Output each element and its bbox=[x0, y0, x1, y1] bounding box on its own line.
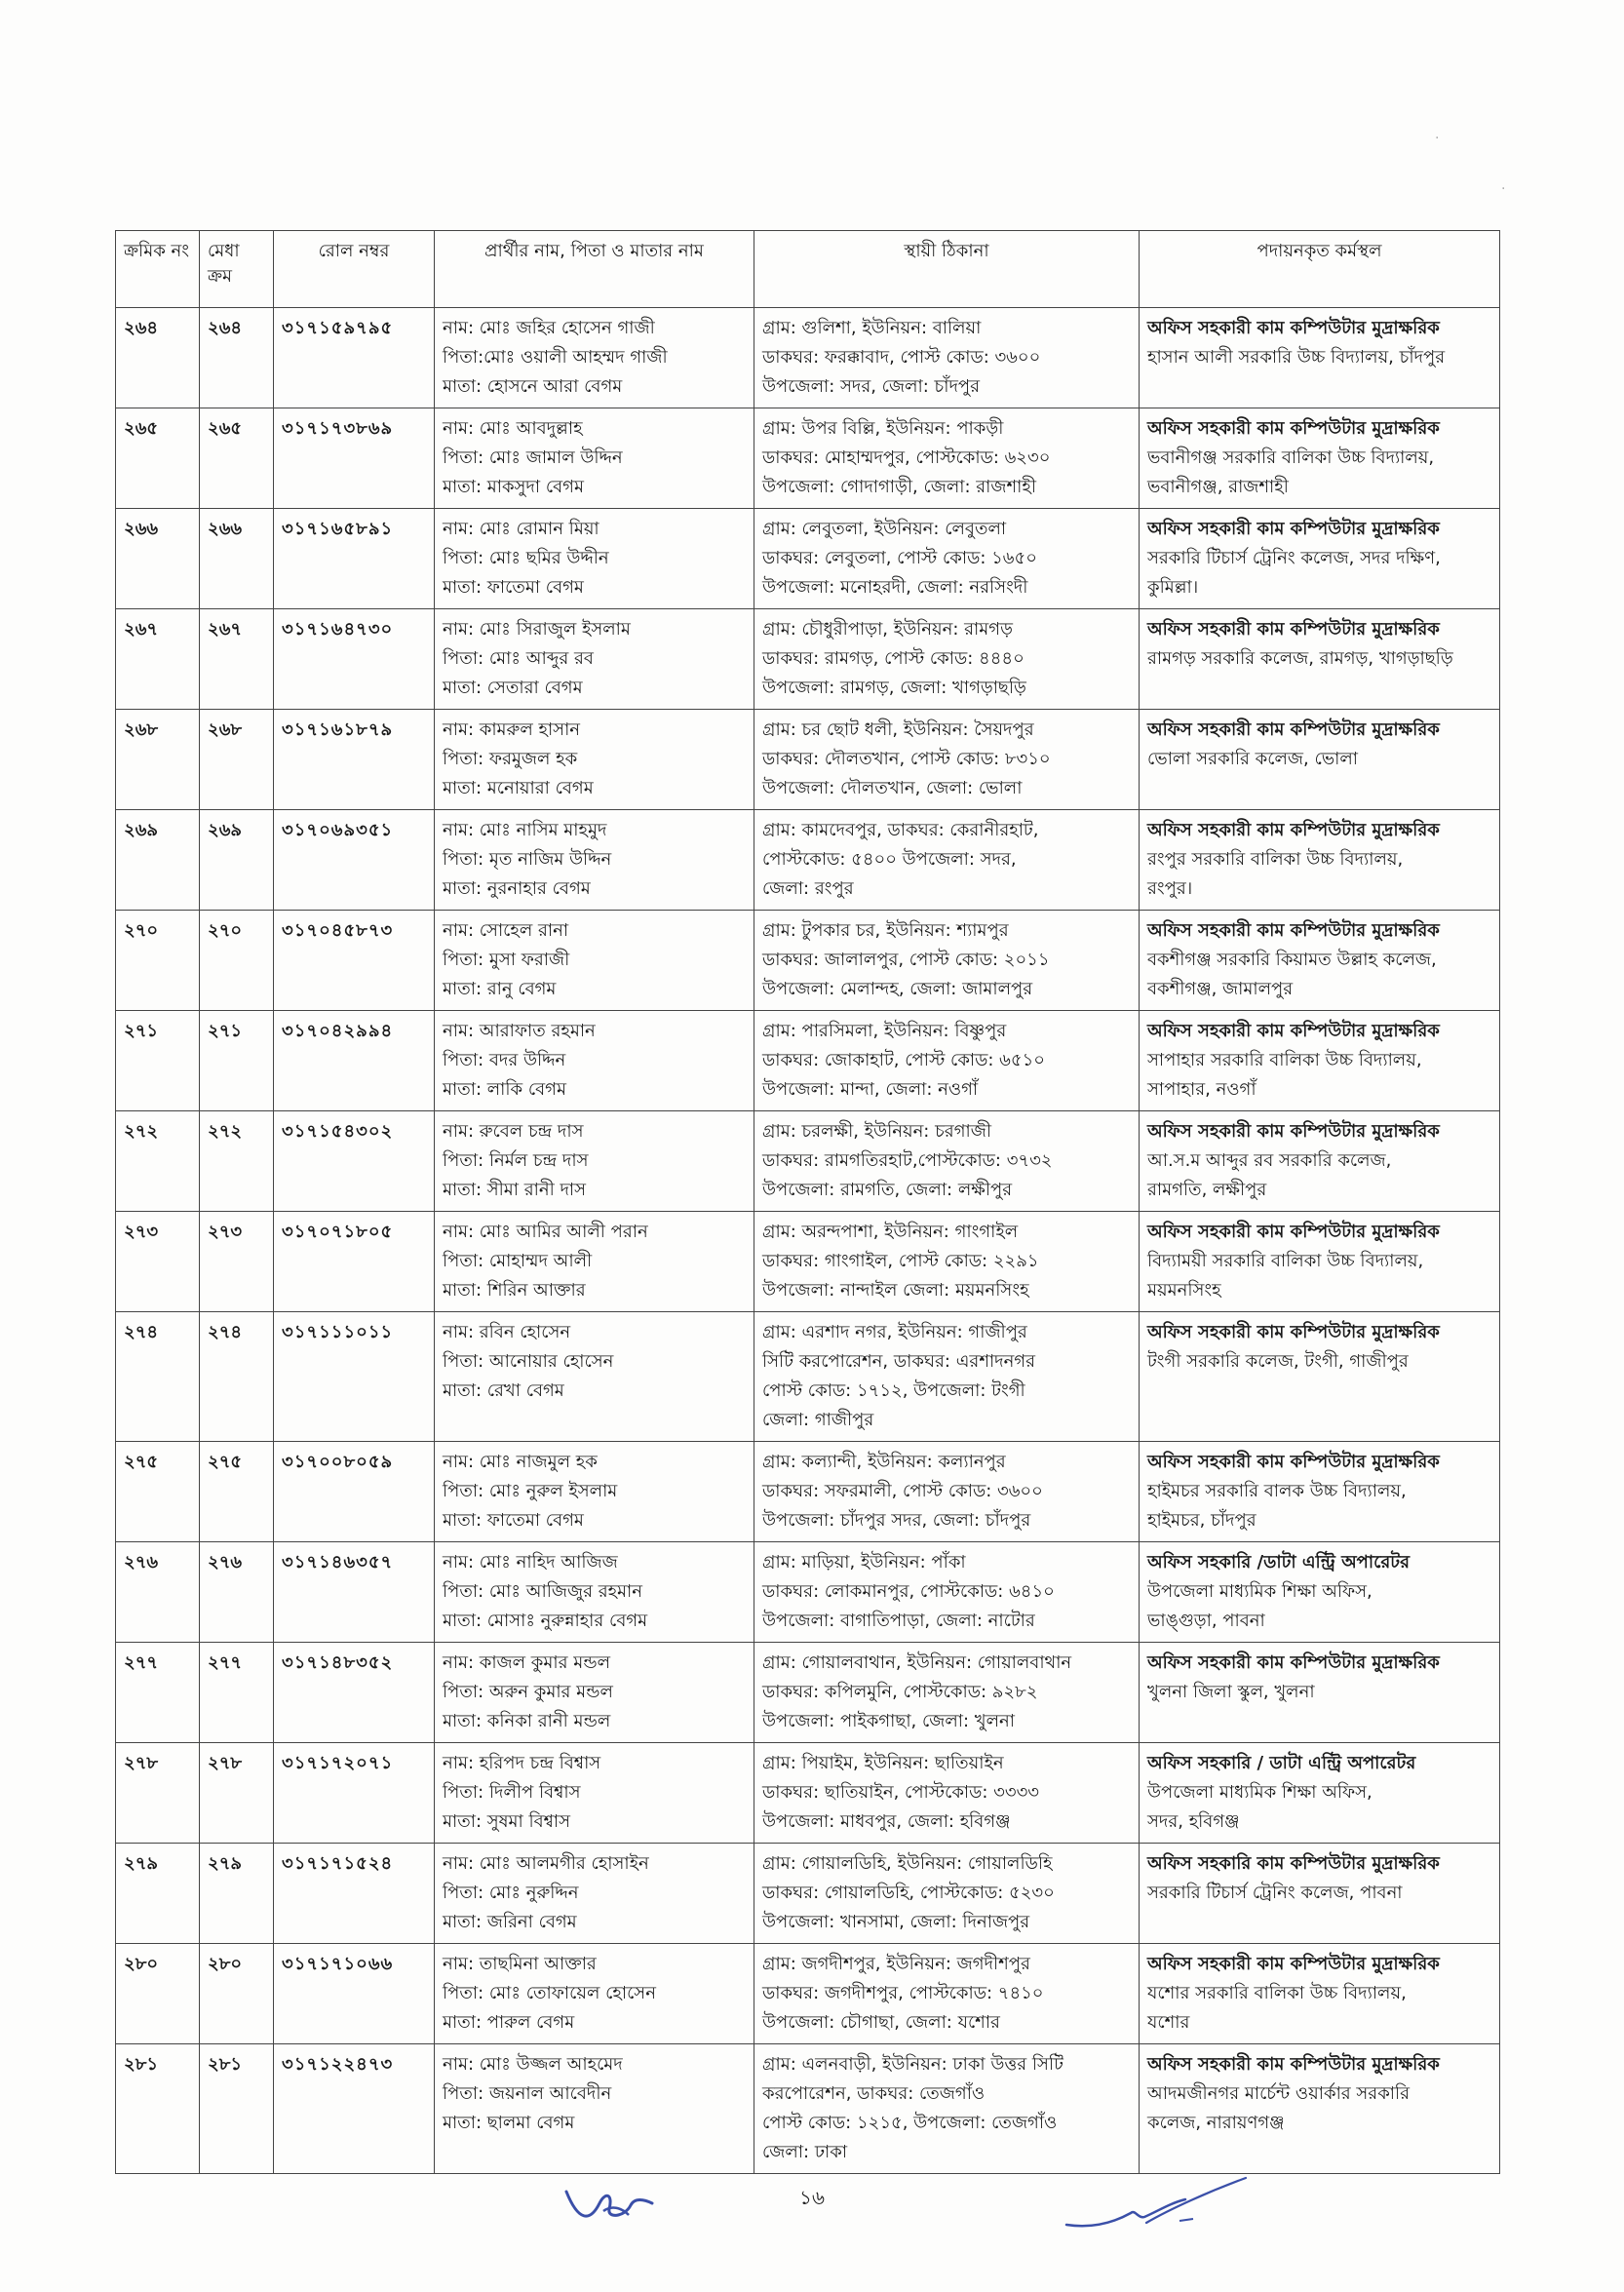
candidate-cell bbox=[435, 710, 754, 810]
table-row bbox=[116, 1212, 1500, 1312]
candidate-line: নাম: কাজল কুমার মন্ডল bbox=[443, 1652, 611, 1673]
address-cell bbox=[754, 810, 1140, 911]
address-cell bbox=[754, 911, 1140, 1011]
candidate-line: পিতা: মৃত নাজিম উদ্দিন bbox=[443, 849, 612, 870]
candidate-cell bbox=[435, 408, 754, 509]
header-merit: মেধা ক্রম bbox=[200, 231, 274, 308]
roll-cell: ৩১৭০৪৫৮৭৩ bbox=[274, 911, 435, 1011]
table-row bbox=[116, 1844, 1500, 1944]
posting-place-line: কুমিল্লা। bbox=[1147, 577, 1199, 598]
posting-title: অফিস সহকারী কাম কম্পিউটার মুদ্রাক্ষরিক bbox=[1147, 1021, 1440, 1041]
posting-title: অফিস সহকারী কাম কম্পিউটার মুদ্রাক্ষরিক bbox=[1147, 920, 1440, 941]
candidate-line: নাম: মোঃ রোমান মিয়া bbox=[443, 519, 599, 539]
table-row bbox=[116, 1011, 1500, 1111]
merit-cell: ২৭০ bbox=[200, 911, 274, 1011]
roll-cell: ৩১৭০৭১৮০৫ bbox=[274, 1212, 435, 1312]
merit-cell: ২৬৮ bbox=[200, 710, 274, 810]
roll-cell: ৩১৭১২২৪৭৩ bbox=[274, 2044, 435, 2174]
candidate-line: মাতা: সীমা রানী দাস bbox=[443, 1180, 587, 1200]
candidate-line: নাম: আরাফাত রহমান bbox=[443, 1021, 596, 1041]
candidate-line: নাম: রুবেল চন্দ্র দাস bbox=[443, 1121, 584, 1142]
posting-place-line: ভোলা সরকারি কলেজ, ভোলা bbox=[1147, 749, 1359, 769]
address-line: গ্রাম: এলনবাড়ী, ইউনিয়ন: ঢাকা উত্তর সিটি bbox=[762, 2054, 1063, 2075]
serial-cell: ২৬৫ bbox=[116, 408, 200, 509]
posting-cell bbox=[1140, 1111, 1500, 1212]
header-serial: ক্রমিক নং bbox=[116, 231, 200, 308]
candidate-line: পিতা: মোঃ তোফায়েল হোসেন bbox=[443, 1983, 656, 2003]
posting-place-line: রামগড় সরকারি কলেজ, রামগড়, খাগড়াছড়ি bbox=[1147, 648, 1453, 669]
address-line: গ্রাম: চরলক্ষী, ইউনিয়ন: চরগাজী bbox=[762, 1121, 991, 1142]
address-line: উপজেলা: চৌগাছা, জেলা: যশোর bbox=[762, 2012, 1000, 2033]
candidate-line: পিতা: অরুন কুমার মন্ডল bbox=[443, 1682, 613, 1702]
address-cell bbox=[754, 1542, 1140, 1643]
table-row bbox=[116, 1643, 1500, 1743]
candidate-line: পিতা: বদর উদ্দিন bbox=[443, 1050, 566, 1070]
address-line: গ্রাম: পিয়াইম, ইউনিয়ন: ছাতিয়াইন bbox=[762, 1753, 1004, 1773]
candidate-line: নাম: মোঃ আবদুল্লাহ bbox=[443, 418, 583, 439]
roll-cell: ৩১৭১৫৪৩০২ bbox=[274, 1111, 435, 1212]
address-line: ডাকঘর: জগদীশপুর, পোস্টকোড: ৭৪১০ bbox=[762, 1983, 1044, 2003]
candidate-line: মাতা: শিরিন আক্তার bbox=[443, 1280, 586, 1301]
address-line: ডাকঘর: জোকাহাট, পোস্ট কোড: ৬৫১০ bbox=[762, 1050, 1045, 1070]
table-row bbox=[116, 1743, 1500, 1844]
candidate-line: পিতা: মোঃ ছমির উদ্দীন bbox=[443, 548, 609, 568]
merit-cell: ২৭৩ bbox=[200, 1212, 274, 1312]
candidate-cell bbox=[435, 2044, 754, 2174]
address-cell bbox=[754, 1442, 1140, 1542]
address-line: গ্রাম: গোয়ালবাথান, ইউনিয়ন: গোয়ালবাথান bbox=[762, 1652, 1072, 1673]
signature-left bbox=[561, 2182, 658, 2231]
candidate-line: পিতা: আনোয়ার হোসেন bbox=[443, 1351, 614, 1372]
address-line: ডাকঘর: রামগড়, পোস্ট কোড: ৪৪৪০ bbox=[762, 648, 1025, 669]
candidate-line: নাম: মোঃ সিরাজুল ইসলাম bbox=[443, 619, 631, 640]
serial-cell: ২৮০ bbox=[116, 1944, 200, 2044]
address-line: গ্রাম: চর ছোট ধলী, ইউনিয়ন: সৈয়দপুর bbox=[762, 719, 1034, 740]
roll-cell: ৩১৭১১১০১১ bbox=[274, 1312, 435, 1442]
candidate-line: মাতা: ফাতেমা বেগম bbox=[443, 577, 584, 598]
address-cell bbox=[754, 2044, 1140, 2174]
table-row bbox=[116, 1312, 1500, 1442]
address-line: জেলা: রংপুর bbox=[762, 878, 854, 899]
candidate-line: নাম: কামরুল হাসান bbox=[443, 719, 581, 740]
posting-place-line: সরকারি টিচার্স ট্রেনিং কলেজ, সদর দক্ষিণ, bbox=[1147, 548, 1441, 568]
serial-cell: ২৭৩ bbox=[116, 1212, 200, 1312]
table-row bbox=[116, 710, 1500, 810]
table-header-row bbox=[116, 231, 1500, 308]
candidate-cell bbox=[435, 1312, 754, 1442]
candidate-line: পিতা: মোঃ আব্দুর রব bbox=[443, 648, 594, 669]
posting-cell bbox=[1140, 1011, 1500, 1111]
posting-place-line: ভাঙ্গুড়া, পাবনা bbox=[1147, 1611, 1265, 1631]
address-cell bbox=[754, 710, 1140, 810]
posting-cell bbox=[1140, 1212, 1500, 1312]
merit-cell: ২৭২ bbox=[200, 1111, 274, 1212]
posting-place-line: যশোর সরকারি বালিকা উচ্চ বিদ্যালয়, bbox=[1147, 1983, 1407, 2003]
posting-title: অফিস সহকারী কাম কম্পিউটার মুদ্রাক্ষরিক bbox=[1147, 2054, 1440, 2075]
address-line: উপজেলা: সদর, জেলা: চাঁদপুর bbox=[762, 376, 981, 397]
roll-cell: ৩১৭১৬৪৭৩০ bbox=[274, 609, 435, 710]
posting-cell bbox=[1140, 911, 1500, 1011]
posting-title: অফিস সহকারী কাম কম্পিউটার মুদ্রাক্ষরিক bbox=[1147, 1222, 1440, 1242]
posting-title: অফিস সহকারী কাম কম্পিউটার মুদ্রাক্ষরিক bbox=[1147, 1652, 1440, 1673]
posting-place-line: কলেজ, নারায়ণগঞ্জ bbox=[1147, 2113, 1285, 2133]
header-name: প্রার্থীর নাম, পিতা ও মাতার নাম bbox=[435, 231, 754, 308]
candidate-line: পিতা: মোহাম্মদ আলী bbox=[443, 1251, 593, 1271]
posting-place-line: বিদ্যাময়ী সরকারি বালিকা উচ্চ বিদ্যালয়, bbox=[1147, 1251, 1424, 1271]
posting-place-line: উপজেলা মাধ্যমিক শিক্ষা অফিস, bbox=[1147, 1581, 1373, 1602]
candidate-cell bbox=[435, 1643, 754, 1743]
candidate-line: পিতা: মোঃ নুরুল ইসলাম bbox=[443, 1481, 618, 1501]
address-line: ডাকঘর: গাংগাইল, পোস্ট কোড: ২২৯১ bbox=[762, 1251, 1039, 1271]
merit-cell: ২৭১ bbox=[200, 1011, 274, 1111]
address-cell bbox=[754, 1111, 1140, 1212]
merit-cell: ২৬৬ bbox=[200, 509, 274, 609]
candidate-line: মাতা: ছালমা বেগম bbox=[443, 2113, 575, 2133]
candidate-line: মাতা: সেতারা বেগম bbox=[443, 678, 583, 698]
posting-title: অফিস সহকারী কাম কম্পিউটার মুদ্রাক্ষরিক bbox=[1147, 318, 1440, 338]
candidate-line: পিতা: ফরমুজল হক bbox=[443, 749, 578, 769]
roll-cell: ৩১৭১৭২০৭১ bbox=[274, 1743, 435, 1844]
address-line: পোস্ট কোড: ১৭১২, উপজেলা: টংগী bbox=[762, 1380, 1025, 1401]
table-row bbox=[116, 2044, 1500, 2174]
table-row bbox=[116, 1542, 1500, 1643]
candidate-line: মাতা: পারুল বেগম bbox=[443, 2012, 575, 2033]
address-line: উপজেলা: রামগতি, জেলা: লক্ষীপুর bbox=[762, 1180, 1013, 1200]
address-line: পোস্টকোড: ৫৪০০ উপজেলা: সদর, bbox=[762, 849, 1017, 870]
candidate-cell bbox=[435, 810, 754, 911]
posting-cell bbox=[1140, 1743, 1500, 1844]
address-line: উপজেলা: মান্দা, জেলা: নওগাঁ bbox=[762, 1079, 979, 1100]
posting-cell bbox=[1140, 308, 1500, 408]
address-line: উপজেলা: খানসামা, জেলা: দিনাজপুর bbox=[762, 1912, 1030, 1932]
address-line: উপজেলা: নান্দাইল জেলা: ময়মনসিংহ bbox=[762, 1280, 1029, 1301]
address-line: উপজেলা: রামগড়, জেলা: খাগড়াছড়ি bbox=[762, 678, 1026, 698]
roll-cell: ৩১৭১৭১৫২৪ bbox=[274, 1844, 435, 1944]
address-line: ডাকঘর: রামগতিরহাট,পোস্টকোড: ৩৭৩২ bbox=[762, 1150, 1053, 1171]
address-cell bbox=[754, 1944, 1140, 2044]
address-line: ডাকঘর: দৌলতখান, পোস্ট কোড: ৮৩১০ bbox=[762, 749, 1051, 769]
candidate-cell bbox=[435, 1944, 754, 2044]
candidate-cell bbox=[435, 609, 754, 710]
candidate-cell bbox=[435, 1844, 754, 1944]
candidate-line: মাতা: মাকসুদা বেগম bbox=[443, 477, 584, 497]
serial-cell: ২৭১ bbox=[116, 1011, 200, 1111]
address-line: ডাকঘর: ফরক্কাবাদ, পোস্ট কোড: ৩৬০০ bbox=[762, 347, 1041, 368]
posting-place-line: আদমজীনগর মার্চেন্ট ওয়ার্কার সরকারি bbox=[1147, 2083, 1411, 2104]
address-line: গ্রাম: মাড়িয়া, ইউনিয়ন: পাঁকা bbox=[762, 1552, 966, 1573]
candidate-cell bbox=[435, 1011, 754, 1111]
candidate-line: মাতা: কনিকা রানী মন্ডল bbox=[443, 1711, 611, 1731]
address-cell bbox=[754, 408, 1140, 509]
address-cell bbox=[754, 1212, 1140, 1312]
address-cell bbox=[754, 509, 1140, 609]
posting-cell bbox=[1140, 609, 1500, 710]
roll-cell: ৩১৭১৪৬৩৫৭ bbox=[274, 1542, 435, 1643]
merit-cell: ২৭৪ bbox=[200, 1312, 274, 1442]
posting-cell bbox=[1140, 509, 1500, 609]
posting-cell bbox=[1140, 710, 1500, 810]
posting-title: অফিস সহকারি / ডাটা এন্ট্রি অপারেটর bbox=[1147, 1753, 1416, 1773]
page-number: ১৬ bbox=[799, 2186, 825, 2209]
candidate-line: মাতা: মোসাঃ নুরুন্নাহার বেগম bbox=[443, 1611, 648, 1631]
candidate-line: পিতা: নির্মল চন্দ্র দাস bbox=[443, 1150, 589, 1171]
candidate-line: নাম: সোহেল রানা bbox=[443, 920, 569, 941]
candidate-cell bbox=[435, 1542, 754, 1643]
candidate-line: নাম: হরিপদ চন্দ্র বিশ্বাস bbox=[443, 1753, 601, 1773]
address-line: গ্রাম: চৌধুরীপাড়া, ইউনিয়ন: রামগড় bbox=[762, 619, 1013, 640]
roll-cell: ৩১৭০৬৯৩৫১ bbox=[274, 810, 435, 911]
candidate-line: পিতা:মোঃ ওয়ালী আহম্মদ গাজী bbox=[443, 347, 668, 368]
posting-place-line: সাপাহার সরকারি বালিকা উচ্চ বিদ্যালয়, bbox=[1147, 1050, 1422, 1070]
posting-place-line: ভবানীগঞ্জ, রাজশাহী bbox=[1147, 477, 1289, 497]
address-line: জেলা: গাজীপুর bbox=[762, 1410, 874, 1430]
address-line: গ্রাম: এরশাদ নগর, ইউনিয়ন: গাজীপুর bbox=[762, 1322, 1027, 1342]
address-line: গ্রাম: উপর বিল্লি, ইউনিয়ন: পাকড়ী bbox=[762, 418, 1004, 439]
address-line: গ্রাম: গুলিশা, ইউনিয়ন: বালিয়া bbox=[762, 318, 982, 338]
merit-cell: ২৭৯ bbox=[200, 1844, 274, 1944]
address-line: ডাকঘর: গোয়ালডিহি, পোস্টকোড: ৫২৩০ bbox=[762, 1883, 1055, 1903]
posting-cell bbox=[1140, 1944, 1500, 2044]
table-row bbox=[116, 1111, 1500, 1212]
serial-cell: ২৭২ bbox=[116, 1111, 200, 1212]
posting-cell bbox=[1140, 1312, 1500, 1442]
posting-title: অফিস সহকারী কাম কম্পিউটার মুদ্রাক্ষরিক bbox=[1147, 820, 1440, 840]
posting-place-line: ময়মনসিংহ bbox=[1147, 1280, 1221, 1301]
candidate-line: মাতা: জরিনা বেগম bbox=[443, 1912, 577, 1932]
serial-cell: ২৬৯ bbox=[116, 810, 200, 911]
address-line: ডাকঘর: কপিলমুনি, পোস্টকোড: ৯২৮২ bbox=[762, 1682, 1038, 1702]
posting-cell bbox=[1140, 1442, 1500, 1542]
address-cell bbox=[754, 1011, 1140, 1111]
scan-speck: · bbox=[1435, 131, 1440, 146]
posting-title: অফিস সহকারী কাম কম্পিউটার মুদ্রাক্ষরিক bbox=[1147, 719, 1440, 740]
scan-speck: · bbox=[1501, 181, 1506, 197]
posting-cell bbox=[1140, 1643, 1500, 1743]
candidate-line: নাম: মোঃ আলমগীর হোসাইন bbox=[443, 1853, 649, 1874]
candidate-line: নাম: মোঃ আমির আলী পরান bbox=[443, 1222, 648, 1242]
posting-place-line: সরকারি টিচার্স ট্রেনিং কলেজ, পাবনা bbox=[1147, 1883, 1403, 1903]
serial-cell: ২৮১ bbox=[116, 2044, 200, 2174]
address-cell bbox=[754, 1643, 1140, 1743]
posting-cell bbox=[1140, 1542, 1500, 1643]
merit-cell: ২৬৫ bbox=[200, 408, 274, 509]
address-cell bbox=[754, 308, 1140, 408]
posting-title: অফিস সহকারী কাম কম্পিউটার মুদ্রাক্ষরিক bbox=[1147, 418, 1440, 439]
posting-title: অফিস সহকারী কাম কম্পিউটার মুদ্রাক্ষরিক bbox=[1147, 1322, 1440, 1342]
serial-cell: ২৭০ bbox=[116, 911, 200, 1011]
merit-cell: ২৭৬ bbox=[200, 1542, 274, 1643]
merit-cell: ২৮০ bbox=[200, 1944, 274, 2044]
address-line: ডাকঘর: লেবুতলা, পোস্ট কোড: ১৬৫০ bbox=[762, 548, 1037, 568]
address-line: ডাকঘর: ছাতিয়াইন, পোস্টকোড: ৩৩৩৩ bbox=[762, 1782, 1039, 1803]
candidate-line: পিতা: মোঃ জামাল উদ্দিন bbox=[443, 447, 623, 468]
posting-place-line: সাপাহার, নওগাঁ bbox=[1147, 1079, 1257, 1100]
address-line: করপোরেশন, ডাকঘর: তেজগাঁও bbox=[762, 2083, 986, 2104]
serial-cell: ২৭৬ bbox=[116, 1542, 200, 1643]
posting-title: অফিস সহকারী কাম কম্পিউটার মুদ্রাক্ষরিক bbox=[1147, 519, 1440, 539]
address-line: গ্রাম: অরন্দপাশা, ইউনিয়ন: গাংগাইল bbox=[762, 1222, 1019, 1242]
posting-place-line: টংগী সরকারি কলেজ, টংগী, গাজীপুর bbox=[1147, 1351, 1409, 1372]
posting-place-line: খুলনা জিলা স্কুল, খুলনা bbox=[1147, 1682, 1315, 1702]
serial-cell: ২৬৪ bbox=[116, 308, 200, 408]
address-line: উপজেলা: গোদাগাড়ী, জেলা: রাজশাহী bbox=[762, 477, 1036, 497]
roll-cell: ৩১৭০৪২৯৯৪ bbox=[274, 1011, 435, 1111]
posting-place-line: বকশীগঞ্জ, জামালপুর bbox=[1147, 979, 1294, 999]
serial-cell: ২৬৬ bbox=[116, 509, 200, 609]
address-line: উপজেলা: পাইকগাছা, জেলা: খুলনা bbox=[762, 1711, 1015, 1731]
posting-place-line: ভবানীগঞ্জ সরকারি বালিকা উচ্চ বিদ্যালয়, bbox=[1147, 447, 1435, 468]
address-line: গ্রাম: পারসিমলা, ইউনিয়ন: বিষ্ণুপুর bbox=[762, 1021, 1007, 1041]
candidate-line: মাতা: ফাতেমা বেগম bbox=[443, 1510, 584, 1531]
candidate-line: মাতা: রেখা বেগম bbox=[443, 1380, 564, 1401]
header-address: স্থায়ী ঠিকানা bbox=[754, 231, 1140, 308]
posting-title: অফিস সহকারি /ডাটা এন্ট্রি অপারেটর bbox=[1147, 1552, 1410, 1573]
candidate-cell bbox=[435, 911, 754, 1011]
candidate-line: পিতা: দিলীপ বিশ্বাস bbox=[443, 1782, 581, 1803]
posting-place-line: রংপুর সরকারি বালিকা উচ্চ বিদ্যালয়, bbox=[1147, 849, 1404, 870]
merit-cell: ২৭৭ bbox=[200, 1643, 274, 1743]
serial-cell: ২৬৮ bbox=[116, 710, 200, 810]
address-line: গ্রাম: জগদীশপুর, ইউনিয়ন: জগদীশপুর bbox=[762, 1954, 1030, 1974]
address-line: গ্রাম: টুপকার চর, ইউনিয়ন: শ্যামপুর bbox=[762, 920, 1009, 941]
posting-place-line: রংপুর। bbox=[1147, 878, 1193, 899]
address-line: গ্রাম: গোয়ালডিহি, ইউনিয়ন: গোয়ালডিহি bbox=[762, 1853, 1053, 1874]
candidate-line: নাম: মোঃ নাজমুল হক bbox=[443, 1452, 598, 1472]
posting-place-line: উপজেলা মাধ্যমিক শিক্ষা অফিস, bbox=[1147, 1782, 1373, 1803]
candidate-cell bbox=[435, 1442, 754, 1542]
candidate-cell bbox=[435, 1212, 754, 1312]
table-row bbox=[116, 509, 1500, 609]
posting-title: অফিস সহকারি কাম কম্পিউটার মুদ্রাক্ষরিক bbox=[1147, 1853, 1440, 1874]
posting-title: অফিস সহকারী কাম কম্পিউটার মুদ্রাক্ষরিক bbox=[1147, 1954, 1440, 1974]
address-line: ডাকঘর: জালালপুর, পোস্ট কোড: ২০১১ bbox=[762, 950, 1050, 970]
serial-cell: ২৭৫ bbox=[116, 1442, 200, 1542]
address-line: গ্রাম: কল্যান্দী, ইউনিয়ন: কল্যানপুর bbox=[762, 1452, 1006, 1472]
address-cell bbox=[754, 609, 1140, 710]
candidate-line: মাতা: নুরনাহার বেগম bbox=[443, 878, 591, 899]
address-line: জেলা: ঢাকা bbox=[762, 2142, 848, 2162]
table-row bbox=[116, 1442, 1500, 1542]
posting-place-line: যশোর bbox=[1147, 2012, 1190, 2033]
address-cell bbox=[754, 1312, 1140, 1442]
posting-cell bbox=[1140, 408, 1500, 509]
merit-cell: ২৬৭ bbox=[200, 609, 274, 710]
candidate-cell bbox=[435, 1111, 754, 1212]
address-cell bbox=[754, 1743, 1140, 1844]
posting-cell bbox=[1140, 1844, 1500, 1944]
posting-place-line: হাসান আলী সরকারি উচ্চ বিদ্যালয়, চাঁদপুর bbox=[1147, 347, 1446, 368]
address-line: উপজেলা: বাগাতিপাড়া, জেলা: নাটোর bbox=[762, 1611, 1035, 1631]
roll-cell: ৩১৭১৭৩৮৬৯ bbox=[274, 408, 435, 509]
merit-cell: ২৬৯ bbox=[200, 810, 274, 911]
table-row bbox=[116, 810, 1500, 911]
table-body bbox=[116, 308, 1500, 2174]
posting-place-line: হাইমচর সরকারি বালক উচ্চ বিদ্যালয়, bbox=[1147, 1481, 1407, 1501]
serial-cell: ২৭৪ bbox=[116, 1312, 200, 1442]
candidate-line: নাম: রবিন হোসেন bbox=[443, 1322, 571, 1342]
posting-cell bbox=[1140, 810, 1500, 911]
posting-title: অফিস সহকারী কাম কম্পিউটার মুদ্রাক্ষরিক bbox=[1147, 1452, 1440, 1472]
candidate-line: মাতা: সুষমা বিশ্বাস bbox=[443, 1811, 571, 1832]
merit-cell: ২৬৪ bbox=[200, 308, 274, 408]
posting-place-line: হাইমচর, চাঁদপুর bbox=[1147, 1510, 1257, 1531]
posting-cell bbox=[1140, 2044, 1500, 2174]
address-cell bbox=[754, 1844, 1140, 1944]
address-line: ডাকঘর: লোকমানপুর, পোস্টকোড: ৬৪১০ bbox=[762, 1581, 1055, 1602]
candidate-line: নাম: মোঃ জহির হোসেন গাজী bbox=[443, 318, 655, 338]
candidate-line: পিতা: জয়নাল আবেদীন bbox=[443, 2083, 612, 2104]
header-roll: রোল নম্বর bbox=[274, 231, 435, 308]
address-line: ডাকঘর: সফরমালী, পোস্ট কোড: ৩৬০০ bbox=[762, 1481, 1043, 1501]
table-row bbox=[116, 408, 1500, 509]
table-row bbox=[116, 308, 1500, 408]
serial-cell: ২৭৯ bbox=[116, 1844, 200, 1944]
posting-place-line: বকশীগঞ্জ সরকারি কিয়ামত উল্লাহ কলেজ, bbox=[1147, 950, 1437, 970]
address-line: গ্রাম: লেবুতলা, ইউনিয়ন: লেবুতলা bbox=[762, 519, 1007, 539]
posting-title: অফিস সহকারী কাম কম্পিউটার মুদ্রাক্ষরিক bbox=[1147, 1121, 1440, 1142]
candidate-line: নাম: তাছমিনা আক্তার bbox=[443, 1954, 597, 1974]
candidate-line: মাতা: রানু বেগম bbox=[443, 979, 557, 999]
appointment-table bbox=[115, 230, 1500, 2174]
table-row bbox=[116, 911, 1500, 1011]
candidate-cell bbox=[435, 308, 754, 408]
roll-cell: ৩১৭০০৮০৫৯ bbox=[274, 1442, 435, 1542]
address-line: উপজেলা: মেলান্দহ, জেলা: জামালপুর bbox=[762, 979, 1033, 999]
serial-cell: ২৭৭ bbox=[116, 1643, 200, 1743]
candidate-line: নাম: মোঃ নাসিম মাহমুদ bbox=[443, 820, 607, 840]
posting-place-line: আ.স.ম আব্দুর রব সরকারি কলেজ, bbox=[1147, 1150, 1392, 1171]
address-line: গ্রাম: কামদেবপুর, ডাকঘর: কেরানীরহাট, bbox=[762, 820, 1039, 840]
address-line: উপজেলা: চাঁদপুর সদর, জেলা: চাঁদপুর bbox=[762, 1510, 1031, 1531]
table-row bbox=[116, 609, 1500, 710]
roll-cell: ৩১৭১৬৫৮৯১ bbox=[274, 509, 435, 609]
serial-cell: ২৬৭ bbox=[116, 609, 200, 710]
candidate-line: পিতা: মোঃ নুরুদ্দিন bbox=[443, 1883, 579, 1903]
header-posting: পদায়নকৃত কর্মস্থল bbox=[1140, 231, 1500, 308]
roll-cell: ৩১৭১৭১০৬৬ bbox=[274, 1944, 435, 2044]
merit-cell: ২৭৮ bbox=[200, 1743, 274, 1844]
candidate-cell bbox=[435, 509, 754, 609]
table-row bbox=[116, 1944, 1500, 2044]
candidate-line: নাম: মোঃ নাহিদ আজিজ bbox=[443, 1552, 618, 1573]
candidate-line: পিতা: মোঃ আজিজুর রহমান bbox=[443, 1581, 643, 1602]
candidate-cell bbox=[435, 1743, 754, 1844]
posting-place-line: রামগতি, লক্ষীপুর bbox=[1147, 1180, 1267, 1200]
candidate-line: মাতা: লাকি বেগম bbox=[443, 1079, 566, 1100]
candidate-line: নাম: মোঃ উজ্জল আহমেদ bbox=[443, 2054, 623, 2075]
address-line: পোস্ট কোড: ১২১৫, উপজেলা: তেজগাঁও bbox=[762, 2113, 1058, 2133]
roll-cell: ৩১৭১৬১৮৭৯ bbox=[274, 710, 435, 810]
candidate-line: মাতা: মনোয়ারা বেগম bbox=[443, 778, 594, 798]
address-line: উপজেলা: মাধবপুর, জেলা: হবিগঞ্জ bbox=[762, 1811, 1011, 1832]
merit-cell: ২৭৫ bbox=[200, 1442, 274, 1542]
candidate-line: মাতা: হোসনে আরা বেগম bbox=[443, 376, 623, 397]
signature-right bbox=[1063, 2164, 1257, 2242]
address-line: উপজেলা: দৌলতখান, জেলা: ভোলা bbox=[762, 778, 1023, 798]
address-line: ডাকঘর: মোহাম্মদপুর, পোস্টকোড: ৬২৩০ bbox=[762, 447, 1051, 468]
merit-cell: ২৮১ bbox=[200, 2044, 274, 2174]
address-line: সিটি করপোরেশন, ডাকঘর: এরশাদনগর bbox=[762, 1351, 1036, 1372]
serial-cell: ২৭৮ bbox=[116, 1743, 200, 1844]
address-line: উপজেলা: মনোহরদী, জেলা: নরসিংদী bbox=[762, 577, 1028, 598]
posting-title: অফিস সহকারী কাম কম্পিউটার মুদ্রাক্ষরিক bbox=[1147, 619, 1440, 640]
roll-cell: ৩১৭১৫৯৭৯৫ bbox=[274, 308, 435, 408]
candidate-line: পিতা: মুসা ফরাজী bbox=[443, 950, 570, 970]
roll-cell: ৩১৭১৪৮৩৫২ bbox=[274, 1643, 435, 1743]
posting-place-line: সদর, হবিগঞ্জ bbox=[1147, 1811, 1240, 1832]
